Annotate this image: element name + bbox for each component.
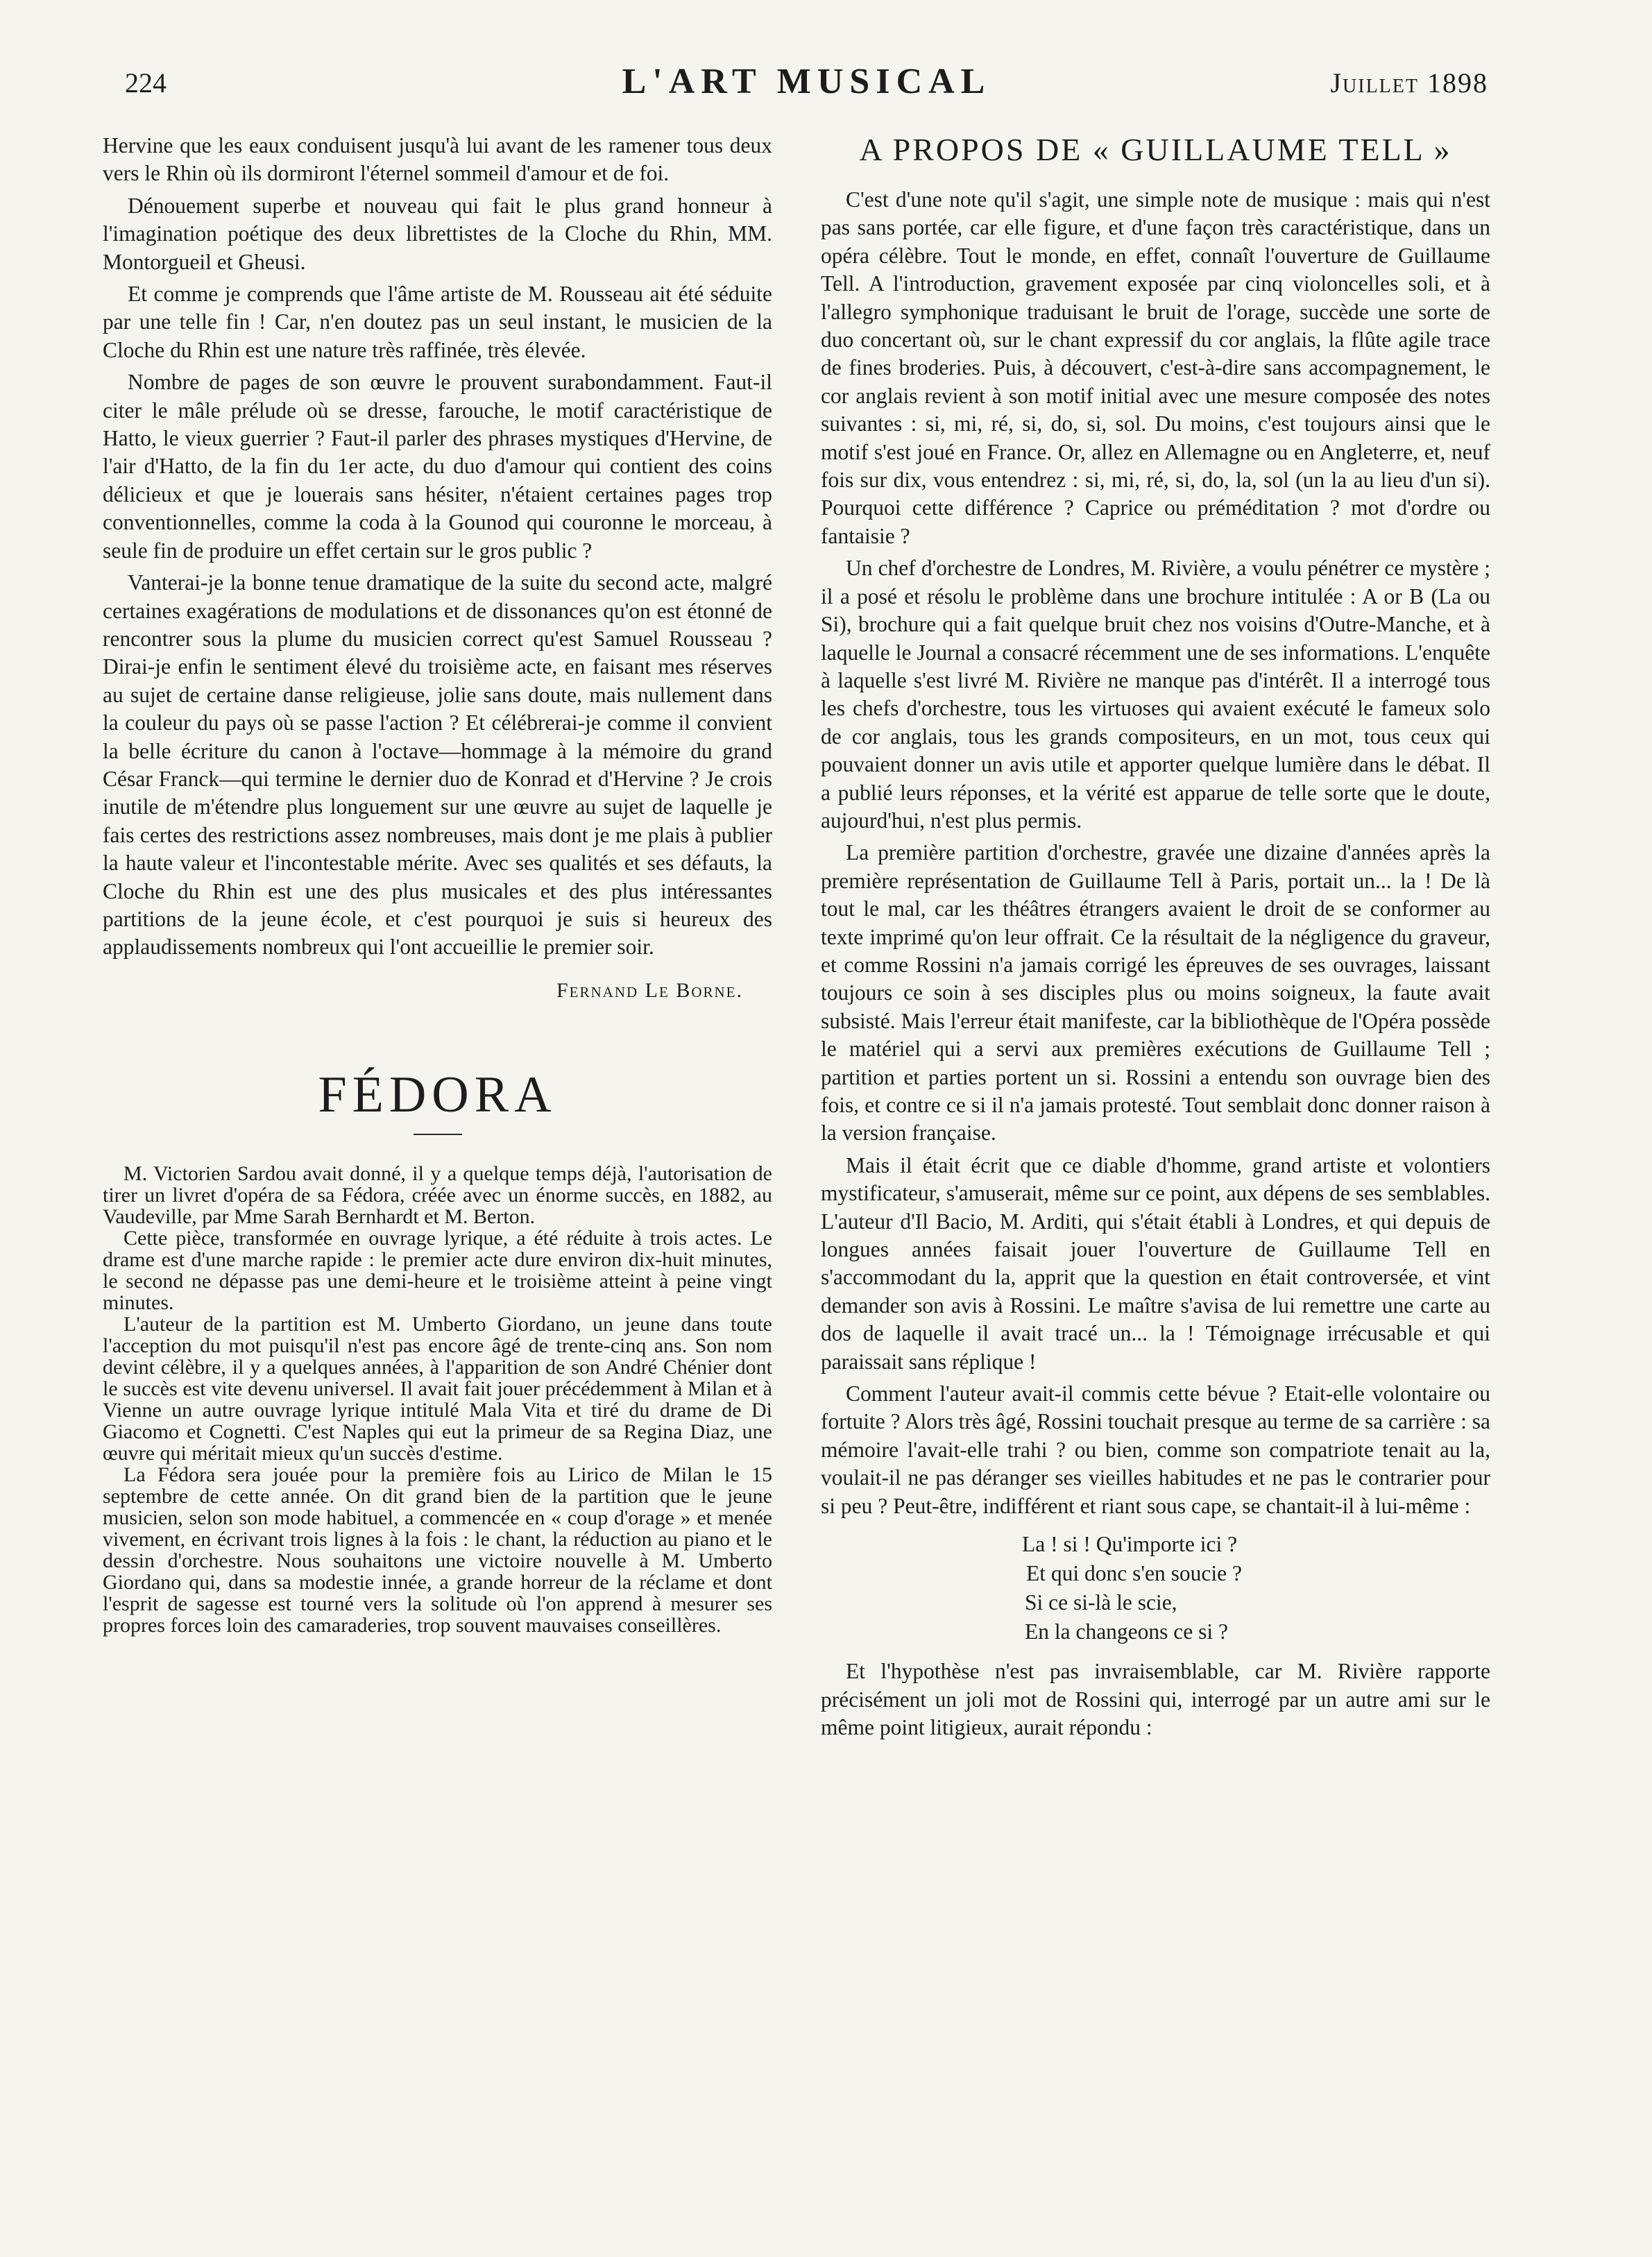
paragraph: Et comme je comprends que l'âme artiste de M. Rousseau ait été séduite par une telle fin ! Car, n'en doutez pas un seul instant, le musicien de la Cloche du Rhin est une nature très raffinée, très élevée. [103,282,772,362]
paragraph: Hervine que les eaux conduisent jusqu'à lui avant de les ramener tous deux vers le Rhin où ils dormiront l'éternel sommeil d'amour et de foi. [103,133,772,186]
verse-line: La ! si ! Qu'importe ici ? [1022,1532,1238,1557]
paragraph: Cette pièce, transformée en ouvrage lyrique, a été réduite à trois actes. Le drame est d'une marche rapide : le premier acte dure environ dix-huit minutes, le second ne dépasse pas une demi-heure et le troisième atteint à peine vingt minutes. [103,1227,772,1315]
verse-line: En la changeons ce si ? [1025,1619,1229,1644]
verse-line: Si ce si-là le scie, [1025,1590,1177,1615]
article-continuation [103,132,772,1005]
paragraph: Un chef d'orchestre de Londres, M. Rivière, a voulu pénétrer ce mystère ; il a posé et résolu le problème dans une brochure intitulée : A or B (La ou Si), brochure qui a fait quelque bruit chez nos voisins d'Outre-Manche, et à laquelle le Journal a consacré récemment une de ses informations. L'enquête à laquelle s'est livré M. Rivière ne manque pas d'intérêt. Il a interrogé tous les chefs d'orchestre, tous les virtuoses qui avaient exécuté le fameux solo de cor anglais, tous les grands compositeurs, en un mot, tous ceux qui pouvaient donner un avis utile et apporter quelque lumière dans le débat. Il a publié leurs réponses, et la vérité est apparue de telle sorte que le doute, aujourd'hui, n'est plus permis. [821,556,1490,833]
article-title: A PROPOS DE « GUILLAUME TELL » [859,132,1452,167]
paragraph: L'auteur de la partition est M. Umberto Giordano, un jeune dans toute l'acception du mot puisqu'il n'est pas encore âgé de trente-cinq ans. Son nom devint célèbre, il y a quelques années, à l'apparition de son André Chénier dont le succès est vite devenu universel. Il avait fait jouer précédemment à Milan et à Vienne un autre ouvrage lyrique intitulé Mala Vita et tiré du drame de Di Giacomo et Cognetti. C'est Naples qui eut la primeur de sa Regina Diaz, une œuvre qui méritait mieux qu'un succès d'estime. [103,1313,772,1465]
paragraph: Mais il était écrit que ce diable d'homme, grand artiste et volontiers mystificateur, s'amuserait, même sur ce point, aux dépens de ses semblables. L'auteur d'Il Bacio, M. Arditi, qui s'était établi à Londres, et qui depuis de longues années faisait jouer l'ouverture de Guillaume Tell en s'accommodant du la, apprit que la question en était controversée, et vint demander son avis à Rossini. Le maître s'avisa de lui remettre une carte au dos de laquelle il avait tracé un... la ! Témoignage irrécusable et qui paraissait sans réplique ! [821,1152,1490,1374]
paragraph: La Fédora sera jouée pour la première fois au Lirico de Milan le 15 septembre de cette année. On dit grand bien de la partition que le jeune musicien, selon son mode habituel, a commencée en « coup d'orage » et menée vivement, en écrivant trois lignes à la fois : le chant, la réduction au piano et le dessin d'orchestre. Nous souhaitons une victoire nouvelle à M. Umberto Giordano qui, dans sa modestie innée, a grande horreur de la réclame et dont l'esprit de sagesse est tourné vers la solitude où l'on apprend à mesurer ses propres forces loin des camaraderies, trop souvent mauvaises conseillères. [103,1463,772,1637]
paragraph: Comment l'auteur avait-il commis cette bévue ? Etait-elle volontaire ou fortuite ? Alors très âgé, Rossini touchait presque au terme de sa carrière : sa mémoire l'avait-elle trahi ? ou bien, comme son compatriote tenait au la, voulait-il ne pas déranger ses vieilles habitudes et ne pas le contrarier pour si peu ? Peut-être, indifférent et riant sous cape, se chantait-il à lui-même : [821,1381,1490,1518]
verse-line: Et qui donc s'en soucie ? [1026,1561,1242,1586]
paragraph: Nombre de pages de son œuvre le prouvent surabondamment. Faut-il citer le mâle prélude où se dresse, farouche, le motif caractéristique de Hatto, le vieux guerrier ? Faut-il parler des phrases mystiques d'Hervine, de l'air d'Hatto, de la fin du 1er acte, du duo d'amour qui contient des coins délicieux et que je louerais sans hésiter, n'étaient certaines pages trop conventionnelles, comme la coda à la Gounod qui couronne le morceau, à seule fin de produire un effet certain sur le gros public ? [103,370,772,563]
fedora-body [103,1163,772,1636]
title-rule [414,1134,462,1135]
paragraph: M. Victorien Sardou avait donné, il y a quelque temps déjà, l'autorisation de tirer un livret d'opéra de sa Fédora, créée avec un énorme succès, en 1882, au Vaudeville, par Mme Sarah Bernhardt et M. Berton. [103,1162,772,1229]
paragraph: La première partition d'orchestre, gravée une dizaine d'années après la première représentation de Guillaume Tell à Paris, portait un... la ! De là tout le mal, car les théâtres étrangers avaient le droit de se conformer au texte imprimé qu'on leur offrait. Ce la résultait de la négligence du graveur, et comme Rossini n'a jamais corrigé les épreuves de ses ouvrages, laissant toujours ce soin à ses disciples plus ou moins soigneux, la faute avait subsisté. Mais l'erreur était manifeste, car la bibliothèque de l'Opéra possède le matériel qui a servi aux premières exécutions de Guillaume Tell ; partition et parties portent un si. Rossini a entendu son ouvrage bien des fois, et contre ce si il n'a jamais protesté. Tout semblait donc donner raison à la version française. [821,840,1490,1145]
left-column [103,132,772,1636]
paragraph: C'est d'une note qu'il s'agit, une simple note de musique : mais qui n'est pas sans portée, car elle figure, et d'une façon très caractéristique, dans un opéra célèbre. Tout le monde, en effet, connaît l'ouverture de Guillaume Tell. A l'introduction, gravement exposée par cinq violoncelles soli, et à l'allegro symphonique traduisant le bruit de l'orage, succède une sorte de duo concertant où, sur le chant expressif du cor anglais, la flûte agile trace de fines broderies. Puis, à découvert, c'est-à-dire sans accompagnement, le cor anglais revient à son motif initial avec une mesure composée des notes suivantes : si, mi, ré, si, do, si, sol. Du moins, c'est toujours ainsi que le motif s'est joué en France. Or, allez en Allemagne ou en Angleterre, et, neuf fois sur dix, vous entendrez : si, mi, ré, si, do, la, sol (un la au lieu d'un si). Pourquoi cette différence ? Caprice ou préméditation ? mot d'ordre ou fantaisie ? [821,187,1490,548]
verse-quote [821,1530,1490,1646]
paragraph: Vanterai-je la bonne tenue dramatique de la suite du second acte, malgré certaines exagérations de modulations et de dissonances qu'on est étonné de rencontrer sous la plume du musicien correct qu'est Samuel Rousseau ? Dirai-je enfin le sentiment élevé du troisième acte, en faisant mes réserves au sujet de certaine danse religieuse, jolie sans doute, mais nullement dans la couleur du pays où se passe l'action ? Et célébrerai-je comme il convient la belle écriture du canon à l'octave—hommage à la mémoire du grand César Franck—qui termine le dernier duo de Konrad et d'Hervine ? Je crois inutile de m'étendre plus longuement sur une œuvre au sujet de laquelle je fais certes des restrictions assez nombreuses, mais dont je me plais à publier la haute valeur et l'incontestable mérite. Avec ses qualités et ses défauts, la Cloche du Rhin est une des plus musicales et des plus intéressantes partitions de la jeune école, et c'est pourquoi je suis si heureux des applaudissements nombreux qui l'ont accueillie le premier soir. [103,570,772,960]
fedora-section [103,1066,772,1636]
right-column [821,130,1490,1741]
journal-title: L'ART MUSICAL [622,62,991,101]
paragraph: Et l'hypothèse n'est pas invraisemblable, car M. Rivière rapporte précisément un joli mot de Rossini qui, interrogé par un autre ami sur le même point litigieux, aurait répondu : [821,1659,1490,1739]
section-title: FÉDORA [318,1066,557,1124]
page-number: 224 [125,67,167,99]
paragraph: Dénouement superbe et nouveau qui fait le plus grand honneur à l'imagination poétique des deux librettistes de la Cloche du Rhin, MM. Montorgueil et Gheusi. [103,193,772,274]
issue-date: Juillet 1898 [1330,67,1488,99]
author-signature: Fernand Le Borne. [556,978,743,1002]
running-head [125,61,1488,117]
